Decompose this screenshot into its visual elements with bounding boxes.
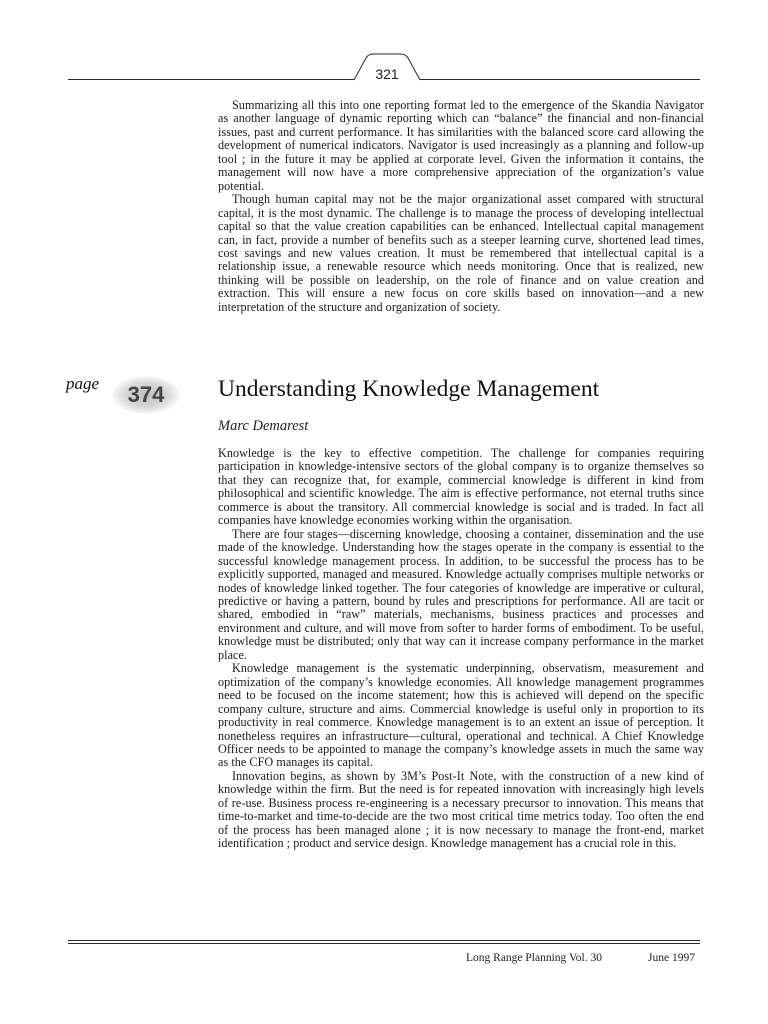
paragraph: Though human capital may not be the major organizational asset compared with structural capital, it is the most dynamic. The challenge is to manage the process of developing intellectual capital so that the value creation capabilities can be enhanced. Intellectual capital management can, in fact, provide a number of benefits such as a steeper learning curve, shortened lead times, cost savings and new values creation. It must be remembered that intellectual capital is a relationship issue, a renewable resource which needs monitoring. Once that is realized, new thinking will be possible on leadership, on the role of finance and on value creation and extraction. This will ensure a new focus on core skills based on innovation—and a new interpretation of the structure and organization of society. bbox=[218, 192, 704, 314]
footer-rule-bottom bbox=[68, 943, 700, 944]
footer-rule-top bbox=[68, 940, 700, 941]
paragraph: Summarizing all this into one reporting format led to the emergence of the Skandia Navigator as another language of dynamic reporting which can “balance” the financial and non-financial issues, past and current performance. It has similarities with the balanced score card allowing the development of numerical indicators. Navigator is used increasingly as a planning and follow-up tool ; in the future it may be applied at corporate level. Given the information it contains, the management will now have a more comprehensive appreciation of the organization’s value potential. bbox=[218, 98, 704, 193]
side-note-label: page bbox=[66, 374, 100, 393]
paragraph: Innovation begins, as shown by 3M’s Post-It Note, with the construction of a new kind of knowledge within the firm. But the need is for repeated innovation with increasingly high levels of re-use. Business process re-engineering is a necessary precursor to innovation. This means that time-to-market and time-to-decide are the two most critical time metrics today. Too often the end of the process has been managed alone ; it is now necessary to manage the front-end, market identification ; product and service design. Knowledge management has a crucial role in this. bbox=[218, 768, 704, 851]
header-rule-right bbox=[420, 79, 700, 80]
paragraph: Knowledge is the key to effective competition. The challenge for companies requiring participation in knowledge-intensive sectors of the global company is to organize themselves so that they can recognize that, for example, commercial knowledge is different in kind from philosophical and scientific knowledge. The aim is effective performance, not eternal truths since commerce is about the transitory. All commercial knowledge is social and is traded. In fact all companies have knowledge economies working within the organisation. bbox=[218, 446, 704, 528]
footer-date: June 1997 bbox=[648, 952, 695, 964]
article-title: Understanding Knowledge Management bbox=[218, 376, 600, 402]
paragraph: Knowledge management is the systematic underpinning, observatism, measurement and optimization of the company’s knowledge economies. All knowledge management programmes need to be focused on the income statement; how this is achieved will depend on the specific company culture, structure and aims. Commercial knowledge is useful only in proportion to its productivity in real commerce. Knowledge management is to an extent an issue of perception. It nonetheless requires an infrastructure—cultural, operational and technical. A Chief Knowledge Officer needs to be appointed to manage the company’s knowledge assets in much the same way as the CFO manages its capital. bbox=[218, 661, 704, 770]
paragraph: There are four stages—discerning knowledge, choosing a container, dissemination and the use made of the knowledge. Understanding how the stages operate in the company is essential to the successful knowledge management process. In addition, to be successful the process has to be explicitly supported, managed and measured. Knowledge actually comprises multiple networks or nodes of knowledge linked together. The four categories of knowledge are imperative or cultural, predictive or having a pattern, bound by rules and prescriptions for performance. All are tacit or shared, embodied in “raw” materials, mechanisms, business practices and processes and environment and culture, and will move from softer to harder forms of embodiment. To be useful, knowledge must be distributed; only that way can it increase company performance in the market place. bbox=[218, 526, 704, 662]
section-continuation bbox=[218, 99, 704, 314]
page-stamp: 374 bbox=[112, 376, 180, 414]
page-number: 321 bbox=[375, 66, 399, 82]
footer-journal: Long Range Planning Vol. 30 bbox=[466, 952, 602, 964]
header-rule-left bbox=[68, 79, 354, 80]
article-author: Marc Demarest bbox=[218, 418, 309, 434]
article-body bbox=[218, 447, 704, 851]
